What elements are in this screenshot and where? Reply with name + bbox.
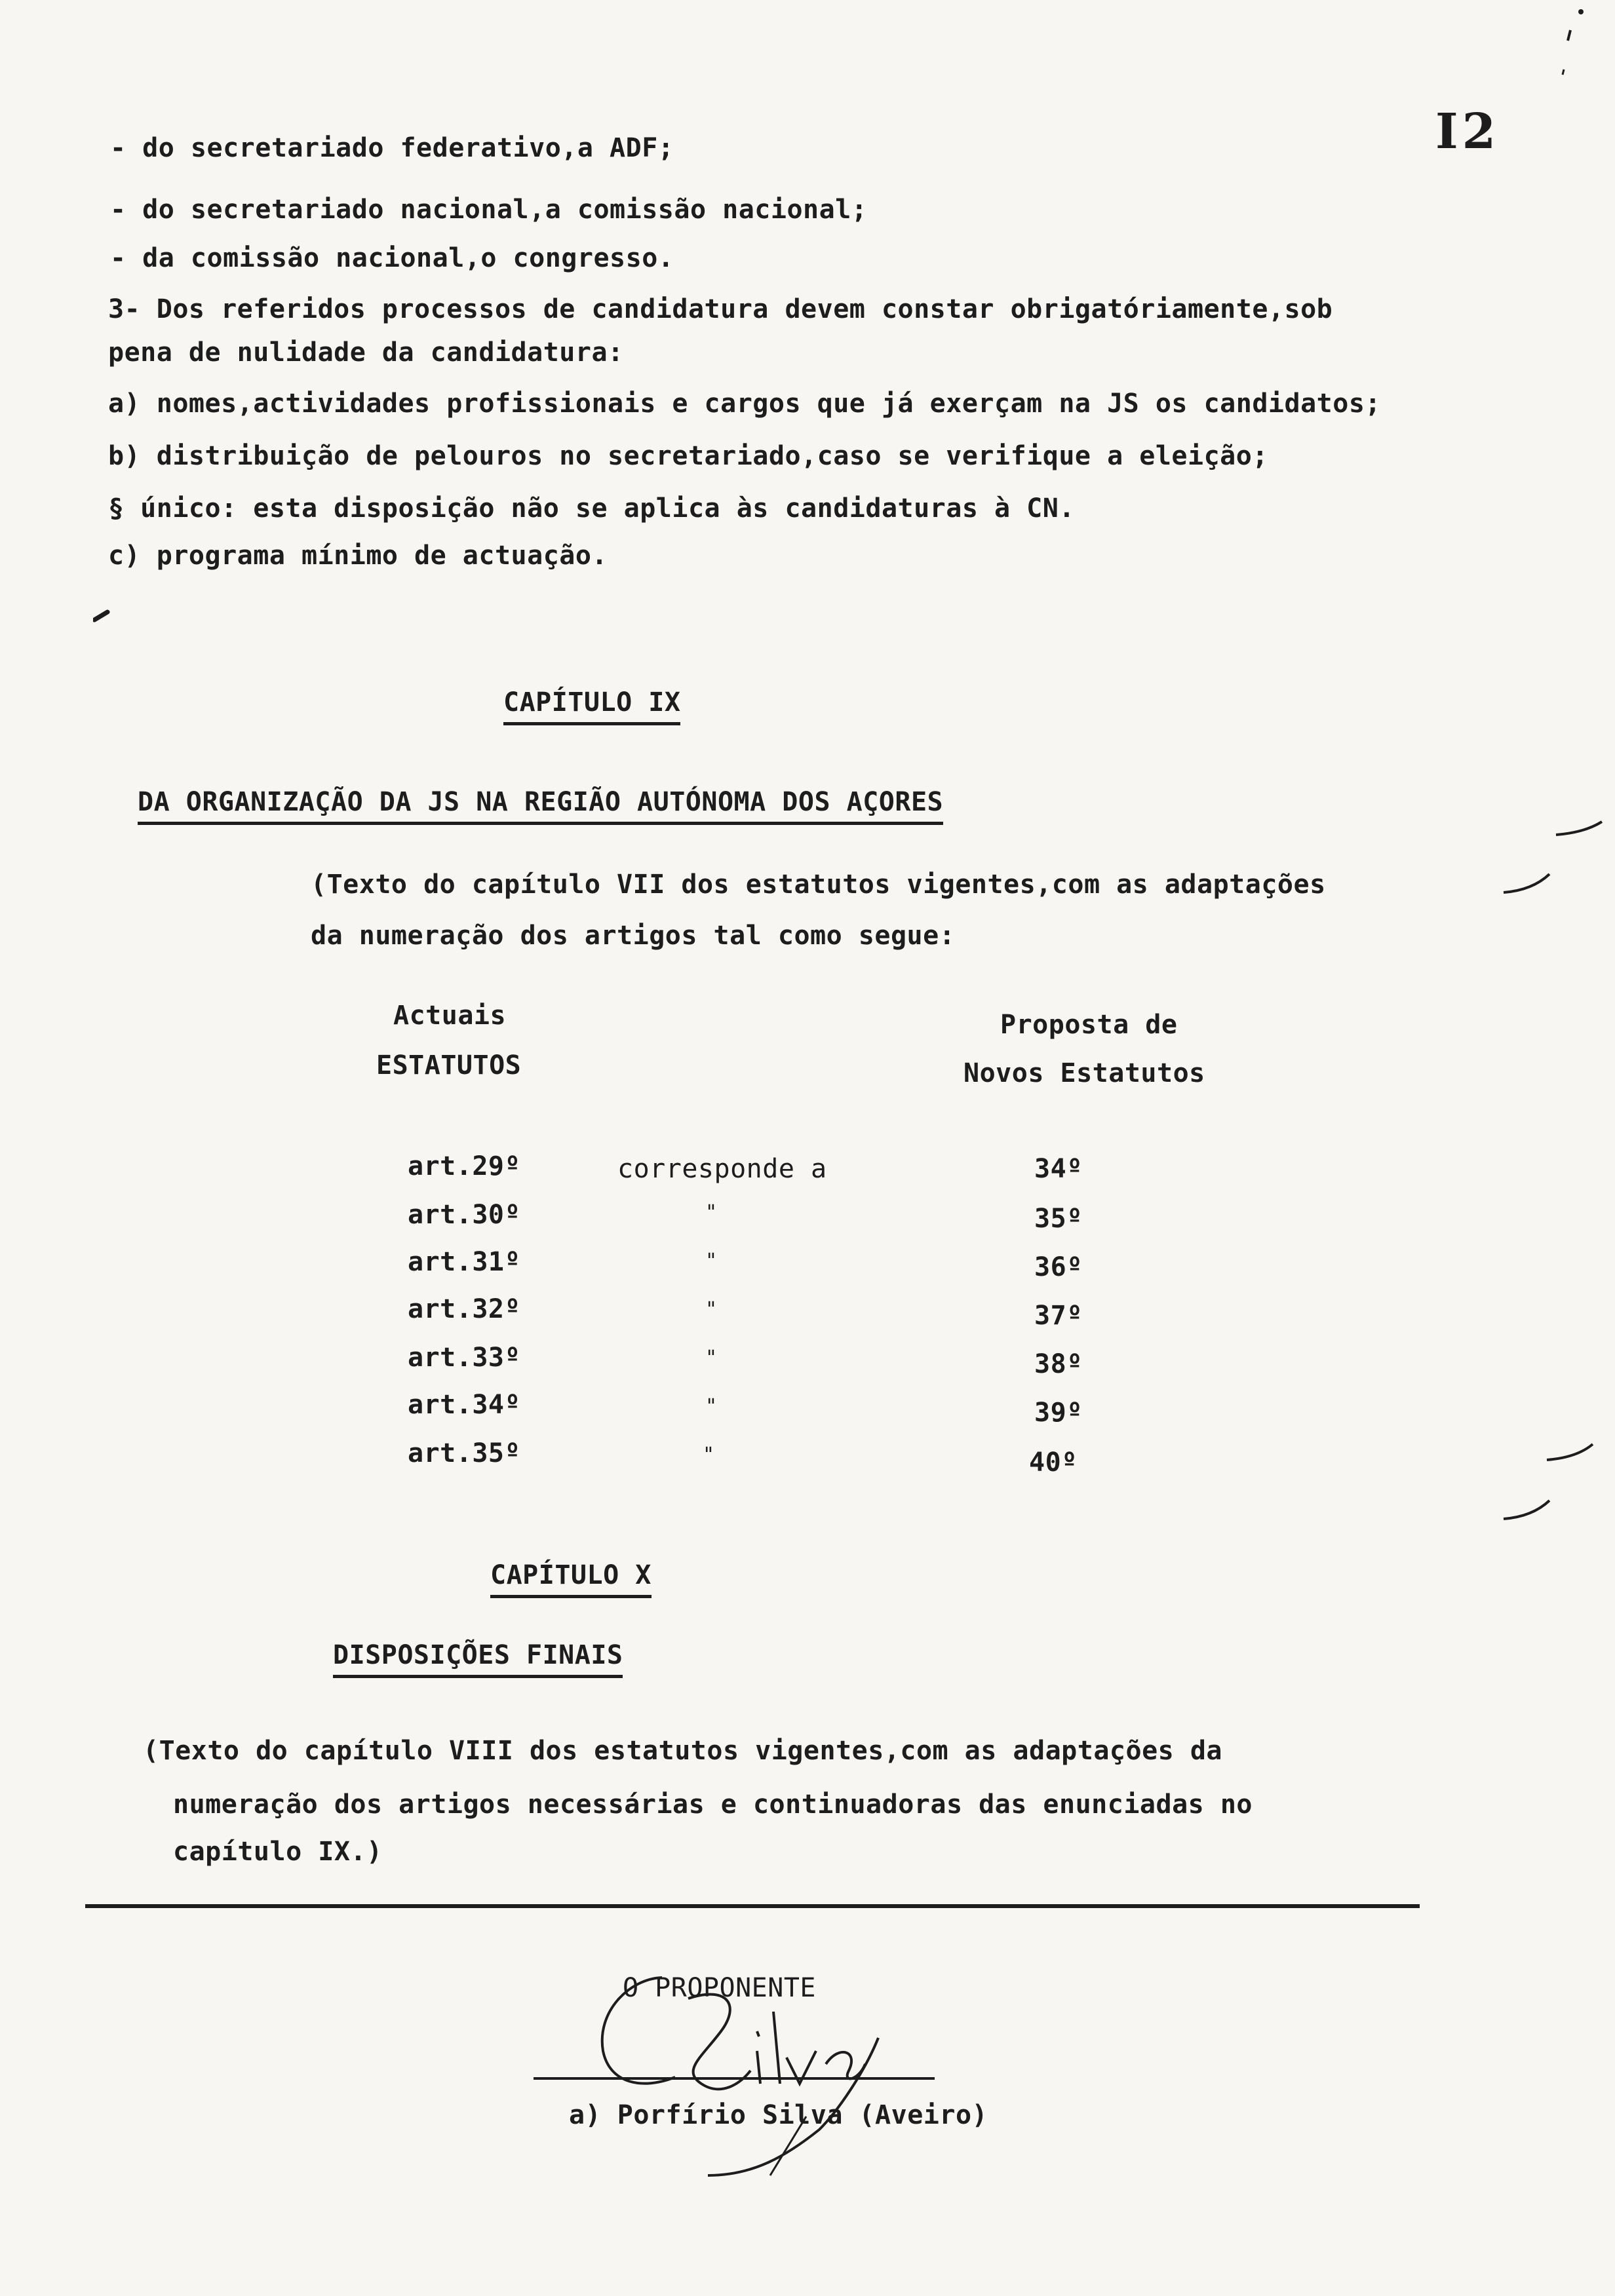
table-cell-relation: "	[705, 1250, 718, 1272]
table-cell-old: art.34º	[408, 1390, 521, 1420]
table-cell-old: art.32º	[408, 1294, 521, 1324]
corner-specks	[1553, 7, 1593, 92]
table-cell-relation: "	[705, 1201, 718, 1224]
margin-mark	[1553, 819, 1606, 839]
table-cell-relation: "	[705, 1298, 718, 1321]
chapter-10-subtitle: DISPOSIÇÕES FINAIS	[333, 1642, 623, 1678]
chapter-10-text: numeração dos artigos necessárias e continuadoras das enunciadas no	[173, 1789, 1253, 1820]
table-cell-new: 36º	[1034, 1252, 1083, 1282]
list-line: 3- Dos referidos processos de candidatura devem constar obrigatóriamente,sob	[108, 294, 1333, 324]
table-cell-new: 38º	[1034, 1349, 1083, 1379]
list-line: - da comissão nacional,o congresso.	[110, 243, 674, 273]
margin-mark	[1544, 1442, 1597, 1465]
chapter-10-title: CAPÍTULO X	[490, 1562, 652, 1598]
chapter-10-text: capítulo IX.)	[173, 1837, 383, 1867]
ink-speck	[93, 609, 113, 622]
table-header-old: ESTATUTOS	[376, 1050, 522, 1081]
signature-label: O PROPONENTE	[623, 1973, 816, 2003]
chapter-10-text: (Texto do capítulo VIII dos estatutos vigentes,com as adaptações da	[143, 1736, 1222, 1766]
table-header-old: Actuais	[393, 1001, 507, 1031]
table-cell-new: 39º	[1034, 1398, 1083, 1428]
list-line: - do secretariado nacional,a comissão nacional;	[110, 195, 868, 225]
signatory-name: a) Porfírio Silva (Aveiro)	[569, 2100, 988, 2130]
chapter-9-subtitle: DA ORGANIZAÇÃO DA JS NA REGIÃO AUTÓNOMA DOS AÇORES	[138, 789, 943, 825]
table-cell-relation: corresponde a	[617, 1154, 827, 1184]
list-line: pena de nulidade da candidatura:	[108, 337, 624, 368]
table-cell-old: art.33º	[408, 1343, 521, 1373]
list-item-b: b) distribuição de pelouros no secretariado,caso se verifique a eleição;	[108, 441, 1268, 471]
signature-line	[534, 2077, 935, 2080]
separator-line	[85, 1904, 1420, 1908]
table-cell-new: 35º	[1034, 1204, 1083, 1234]
table-cell-old: art.29º	[408, 1151, 521, 1181]
page-number: I2	[1435, 104, 1500, 160]
margin-mark	[1501, 871, 1553, 898]
list-line: - do secretariado federativo,a ADF;	[110, 133, 674, 163]
table-cell-relation: "	[705, 1395, 718, 1418]
table-cell-new: 34º	[1034, 1154, 1083, 1184]
table-cell-new: 40º	[1029, 1447, 1078, 1478]
table-header-new: Proposta de	[1000, 1010, 1178, 1040]
table-header-new: Novos Estatutos	[963, 1058, 1205, 1088]
paragraph-unico: § único: esta disposição não se aplica às candidaturas à CN.	[108, 493, 1075, 524]
list-item-a: a) nomes,actividades profissionais e cargos que já exerçam na JS os candidatos;	[108, 389, 1381, 419]
table-cell-old: art.30º	[408, 1200, 521, 1230]
margin-mark	[1501, 1498, 1553, 1524]
table-cell-relation: "	[705, 1347, 718, 1369]
table-cell-new: 37º	[1034, 1301, 1083, 1331]
list-item-c: c) programa mínimo de actuação.	[108, 541, 608, 571]
table-cell-old: art.31º	[408, 1247, 521, 1277]
table-cell-old: art.35º	[408, 1438, 521, 1468]
chapter-9-intro: da numeração dos artigos tal como segue:	[311, 921, 956, 951]
chapter-9-title: CAPÍTULO IX	[503, 689, 680, 725]
table-cell-relation: "	[703, 1444, 715, 1466]
chapter-9-intro: (Texto do capítulo VII dos estatutos vigentes,com as adaptações	[311, 870, 1326, 900]
